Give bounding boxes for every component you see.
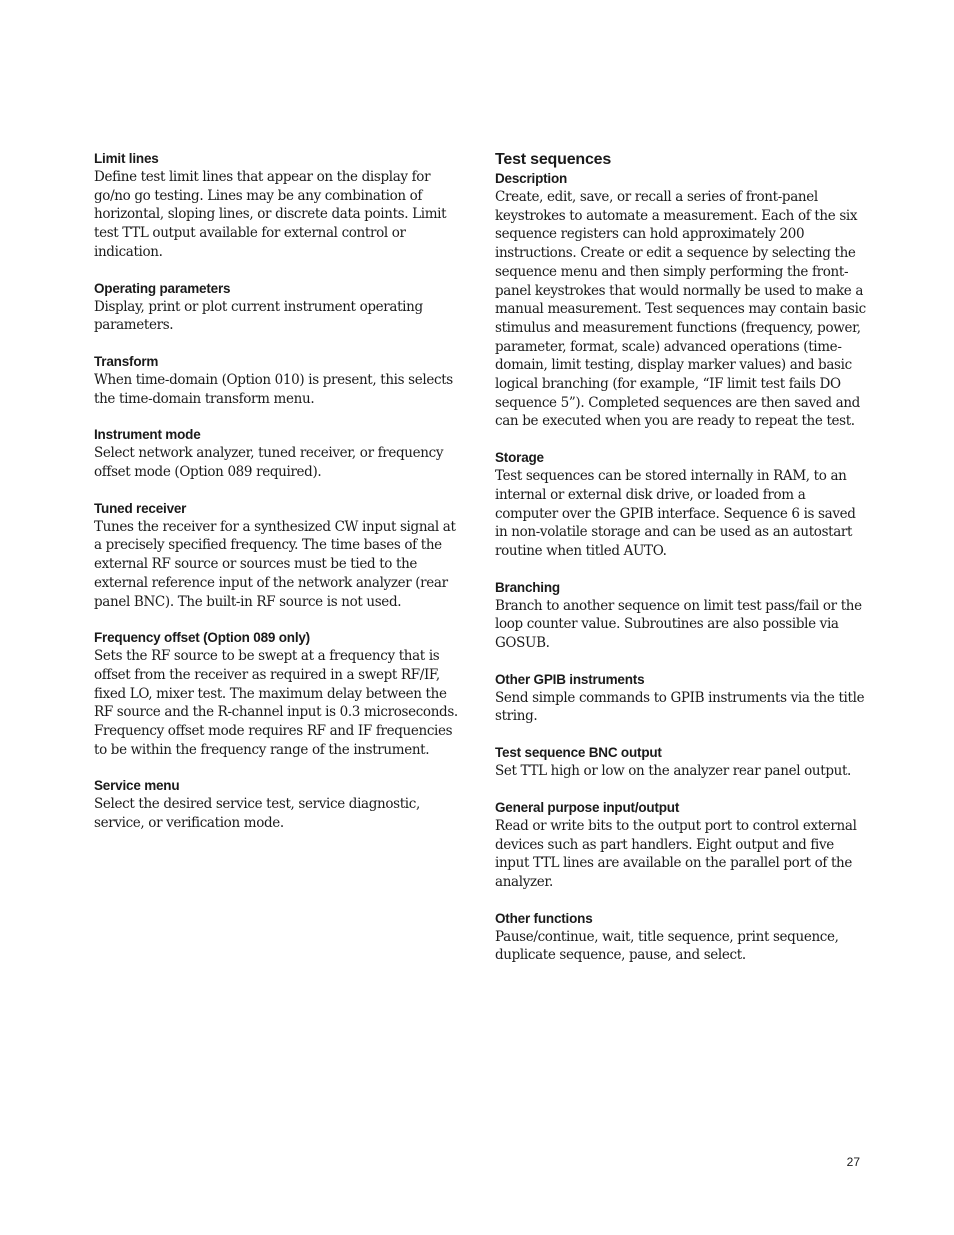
section-heading: Service menu: [94, 778, 180, 794]
section-heading: Storage: [495, 450, 544, 466]
section-limit-lines: [94, 150, 460, 262]
section-body: Tunes the receiver for a synthesized CW input signal at a precisely specified frequency. The time bases of the external RF source or sources must be tied to the external reference input of the network analyzer (rear panel BNC). The built-in RF source is not used.: [94, 518, 456, 610]
section-storage: [495, 449, 867, 561]
page-number: 27: [846, 1155, 860, 1169]
section-general-purpose-io: [495, 799, 867, 892]
section-body: Sets the RF source to be swept at a frequency that is offset from the receiver as required in a swept RF/IF, fixed LO, mixer test. The maximum delay between the RF source and the R-channel input is 0.3 microseconds. Frequency offset mode requires RF and IF frequencies to be within the frequency range of the instrument.: [94, 648, 458, 758]
section-body: Send simple commands to GPIB instruments via the title string.: [495, 689, 865, 725]
section-heading: Description: [495, 171, 568, 186]
section-test-sequence-bnc-output: [495, 744, 867, 781]
section-transform: [94, 353, 460, 408]
section-body: Pause/continue, wait, title sequence, print sequence, duplicate sequence, pause, and select.: [495, 928, 839, 964]
left-column: [94, 150, 460, 851]
section-service-menu: [94, 777, 460, 832]
section-body: Create, edit, save, or recall a series of front-panel keystrokes to automate a measurement. Each of the six sequence registers can hold approximately 200 instructions. Create or edit a sequence by selecting the sequence menu and then simply performing the front-panel keystrokes that would normally be used to make a manual measurement. Test sequences may contain basic stimulus and measurement functions (frequency, power, parameter, format, scale) advanced operations (time-domain, limit testing, display marker values) and basic logical branching (for example, “IF limit test fails DO sequence 5”). Completed sequences are then saved and can be executed when you are ready to repeat the test.: [495, 189, 866, 430]
section-heading: Branching: [495, 579, 560, 595]
section-heading: Other GPIB instruments: [495, 671, 645, 687]
section-body: Test sequences can be stored internally in RAM, to an internal or external disk drive, or loaded from a computer over the GPIB interface. Sequence 6 is saved in non-volatile storage and can be used as an autostart routine when titled AUTO.: [495, 468, 856, 559]
section-heading: General purpose input/output: [495, 799, 680, 815]
section-heading: Instrument mode: [94, 427, 201, 443]
section-body: When time-domain (Option 010) is present, this selects the time-domain transform menu.: [94, 371, 453, 407]
section-description: [495, 170, 867, 431]
section-heading: Frequency offset (Option 089 only): [94, 630, 310, 646]
section-frequency-offset: [94, 629, 460, 759]
section-operating-parameters: [94, 280, 460, 335]
section-heading: Transform: [94, 353, 159, 369]
section-body: Read or write bits to the output port to control external devices such as part handlers. Eight output and five input TTL lines are available on the parallel port of the analyzer.: [495, 817, 857, 890]
right-column: [495, 150, 867, 983]
section-other-gpib-instruments: [495, 671, 867, 726]
section-instrument-mode: [94, 426, 460, 481]
section-body: Set TTL high or low on the analyzer rear panel output.: [495, 763, 851, 780]
test-sequences-title: Test sequences: [495, 151, 612, 168]
section-heading: Other functions: [495, 910, 593, 926]
section-body: Select the desired service test, service diagnostic, service, or verification mode.: [94, 796, 420, 832]
section-body: Display, print or plot current instrument operating parameters.: [94, 298, 423, 334]
section-other-functions: [495, 910, 867, 965]
section-branching: [495, 579, 867, 653]
section-tuned-receiver: [94, 500, 460, 612]
section-heading: Tuned receiver: [94, 500, 187, 516]
section-body: Select network analyzer, tuned receiver, or frequency offset mode (Option 089 required).: [94, 445, 444, 481]
section-heading: Test sequence BNC output: [495, 745, 662, 761]
section-heading: Limit lines: [94, 151, 159, 166]
section-body: Branch to another sequence on limit test pass/fail or the loop counter value. Subroutines are also possible via GOSUB.: [495, 597, 862, 652]
section-body: Define test limit lines that appear on the display for go/no go testing. Lines may be any combination of horizontal, sloping lines, or discrete data points. Limit test TTL output available for external control or indication.: [94, 169, 447, 260]
section-heading: Operating parameters: [94, 280, 231, 296]
